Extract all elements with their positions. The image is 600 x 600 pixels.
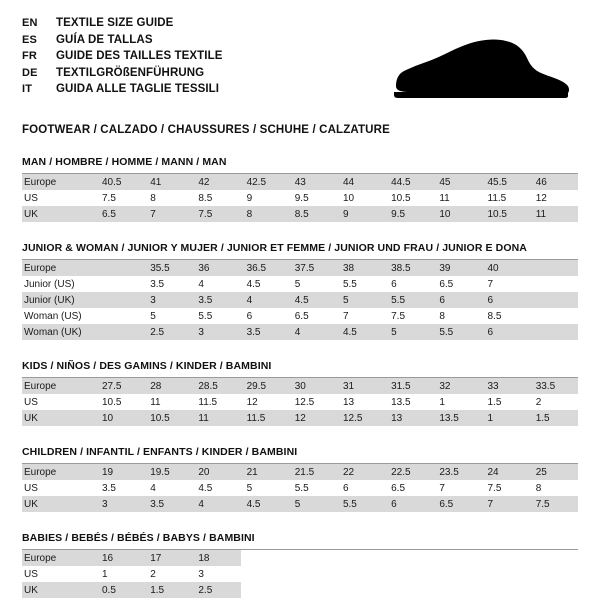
cell-empty bbox=[530, 550, 578, 566]
page-header bbox=[22, 16, 578, 108]
cell-empty bbox=[385, 550, 433, 566]
table-row bbox=[22, 190, 578, 206]
cell: 11.5 bbox=[241, 410, 289, 426]
cell: 3.5 bbox=[144, 276, 192, 292]
cell-empty bbox=[337, 566, 385, 582]
cell: 5 bbox=[337, 292, 385, 308]
cell-empty bbox=[241, 566, 289, 582]
table-row bbox=[22, 410, 578, 426]
cell: 6 bbox=[482, 292, 530, 308]
cell: 5.5 bbox=[433, 324, 481, 340]
row-label: UK bbox=[22, 582, 96, 598]
cell: 1.5 bbox=[144, 582, 192, 598]
cell: 3.5 bbox=[192, 292, 240, 308]
cell-empty bbox=[482, 566, 530, 582]
table-row bbox=[22, 394, 578, 410]
cell: 6.5 bbox=[289, 308, 337, 324]
cell-empty bbox=[385, 582, 433, 598]
cell: 12.5 bbox=[289, 394, 337, 410]
cell: 19.5 bbox=[144, 464, 192, 480]
cell: 38 bbox=[337, 260, 385, 276]
table-row bbox=[22, 582, 578, 598]
cell: 6 bbox=[337, 480, 385, 496]
cell: 10.5 bbox=[482, 206, 530, 222]
cell: 10 bbox=[96, 410, 144, 426]
table-row bbox=[22, 276, 578, 292]
section-title: KIDS / NIÑOS / DES GAMINS / KINDER / BAMBINI bbox=[22, 360, 578, 378]
cell: 7 bbox=[337, 308, 385, 324]
cell-empty bbox=[433, 550, 481, 566]
cell-empty bbox=[530, 566, 578, 582]
cell: 4 bbox=[241, 292, 289, 308]
table-row bbox=[22, 260, 578, 276]
cell: 45 bbox=[433, 174, 481, 190]
row-label: US bbox=[22, 566, 96, 582]
cell: 8 bbox=[144, 190, 192, 206]
cell: 44.5 bbox=[385, 174, 433, 190]
table-row bbox=[22, 566, 578, 582]
cell: 0.5 bbox=[96, 582, 144, 598]
language-title: GUIDE DES TAILLES TEXTILE bbox=[56, 50, 223, 62]
cell: 7.5 bbox=[482, 480, 530, 496]
size-table-man bbox=[22, 174, 578, 222]
language-code: FR bbox=[22, 50, 38, 62]
cell: 1 bbox=[433, 394, 481, 410]
cell-empty bbox=[289, 566, 337, 582]
cell: 31 bbox=[337, 378, 385, 394]
table-row bbox=[22, 324, 578, 340]
table-row bbox=[22, 292, 578, 308]
row-label: Woman (UK) bbox=[22, 324, 96, 340]
row-label: Europe bbox=[22, 378, 96, 394]
language-row bbox=[22, 82, 223, 98]
cell: 25 bbox=[530, 464, 578, 480]
cell: 8 bbox=[530, 480, 578, 496]
cell: 4.5 bbox=[192, 480, 240, 496]
cell: 3 bbox=[144, 292, 192, 308]
cell: 6 bbox=[385, 496, 433, 512]
language-row bbox=[22, 66, 223, 82]
cell: 13.5 bbox=[385, 394, 433, 410]
language-row bbox=[22, 49, 223, 65]
row-label: US bbox=[22, 480, 96, 496]
cell: 3.5 bbox=[241, 324, 289, 340]
cell-empty bbox=[289, 550, 337, 566]
cell: 40.5 bbox=[96, 174, 144, 190]
cell: 8.5 bbox=[482, 308, 530, 324]
cell: 9 bbox=[337, 206, 385, 222]
size-table-children bbox=[22, 464, 578, 512]
dress-shoe-icon bbox=[380, 30, 570, 108]
cell: 7.5 bbox=[385, 308, 433, 324]
cell bbox=[530, 292, 578, 308]
cell-empty bbox=[337, 550, 385, 566]
cell: 46 bbox=[530, 174, 578, 190]
row-label: Woman (US) bbox=[22, 308, 96, 324]
cell: 44 bbox=[337, 174, 385, 190]
section-man bbox=[22, 156, 578, 222]
section-kids bbox=[22, 360, 578, 426]
cell bbox=[96, 276, 144, 292]
cell: 30 bbox=[289, 378, 337, 394]
cell: 1 bbox=[96, 566, 144, 582]
cell: 24 bbox=[482, 464, 530, 480]
cell bbox=[530, 260, 578, 276]
language-code: EN bbox=[22, 17, 38, 29]
cell: 9.5 bbox=[289, 190, 337, 206]
cell: 5 bbox=[289, 496, 337, 512]
cell: 8 bbox=[241, 206, 289, 222]
language-title: TEXTILE SIZE GUIDE bbox=[56, 17, 174, 29]
cell: 3 bbox=[192, 566, 240, 582]
cell: 29.5 bbox=[241, 378, 289, 394]
cell: 2 bbox=[144, 566, 192, 582]
table-row bbox=[22, 550, 578, 566]
cell bbox=[530, 276, 578, 292]
cell: 10.5 bbox=[385, 190, 433, 206]
cell-empty bbox=[482, 582, 530, 598]
table-row bbox=[22, 378, 578, 394]
cell bbox=[96, 308, 144, 324]
cell: 33 bbox=[482, 378, 530, 394]
row-label: Junior (US) bbox=[22, 276, 96, 292]
cell: 9.5 bbox=[385, 206, 433, 222]
cell: 43 bbox=[289, 174, 337, 190]
size-table-babies bbox=[22, 550, 578, 598]
cell-empty bbox=[289, 582, 337, 598]
cell: 6.5 bbox=[433, 276, 481, 292]
cell: 7.5 bbox=[530, 496, 578, 512]
language-code: ES bbox=[22, 33, 38, 46]
cell: 4 bbox=[144, 480, 192, 496]
cell: 33.5 bbox=[530, 378, 578, 394]
row-label: Europe bbox=[22, 550, 96, 566]
cell-empty bbox=[337, 582, 385, 598]
page-title: FOOTWEAR / CALZADO / CHAUSSURES / SCHUHE / CALZATURE bbox=[22, 124, 390, 136]
cell: 5.5 bbox=[337, 496, 385, 512]
cell: 5 bbox=[289, 276, 337, 292]
cell: 10 bbox=[337, 190, 385, 206]
cell: 38.5 bbox=[385, 260, 433, 276]
cell: 10.5 bbox=[144, 410, 192, 426]
cell: 3.5 bbox=[144, 496, 192, 512]
cell: 12 bbox=[530, 190, 578, 206]
cell: 6 bbox=[241, 308, 289, 324]
row-label: Europe bbox=[22, 174, 96, 190]
language-row bbox=[22, 16, 223, 32]
cell: 27.5 bbox=[96, 378, 144, 394]
cell: 37.5 bbox=[289, 260, 337, 276]
cell: 4.5 bbox=[337, 324, 385, 340]
cell: 8.5 bbox=[192, 190, 240, 206]
cell: 21 bbox=[241, 464, 289, 480]
cell: 42.5 bbox=[241, 174, 289, 190]
cell: 4 bbox=[192, 276, 240, 292]
section-junior-woman bbox=[22, 242, 578, 340]
cell-empty bbox=[241, 550, 289, 566]
cell: 2.5 bbox=[192, 582, 240, 598]
cell: 12.5 bbox=[337, 410, 385, 426]
cell: 13.5 bbox=[433, 410, 481, 426]
table-row bbox=[22, 480, 578, 496]
cell-empty bbox=[530, 582, 578, 598]
cell: 41 bbox=[144, 174, 192, 190]
row-label: UK bbox=[22, 206, 96, 222]
cell: 8.5 bbox=[289, 206, 337, 222]
cell: 4.5 bbox=[241, 496, 289, 512]
cell bbox=[96, 324, 144, 340]
cell bbox=[96, 260, 144, 276]
section-title: JUNIOR & WOMAN / JUNIOR Y MUJER / JUNIOR ET FEMME / JUNIOR UND FRAU / JUNIOR E DONA bbox=[22, 242, 578, 260]
cell: 19 bbox=[96, 464, 144, 480]
cell: 13 bbox=[337, 394, 385, 410]
cell: 36.5 bbox=[241, 260, 289, 276]
table-row bbox=[22, 464, 578, 480]
cell bbox=[96, 292, 144, 308]
section-children bbox=[22, 446, 578, 512]
cell: 7.5 bbox=[192, 206, 240, 222]
cell: 23.5 bbox=[433, 464, 481, 480]
cell: 4 bbox=[192, 496, 240, 512]
cell: 7 bbox=[482, 496, 530, 512]
row-label: US bbox=[22, 394, 96, 410]
table-row bbox=[22, 496, 578, 512]
cell: 11 bbox=[144, 394, 192, 410]
row-label: Junior (UK) bbox=[22, 292, 96, 308]
cell: 4 bbox=[289, 324, 337, 340]
cell: 12 bbox=[289, 410, 337, 426]
cell-empty bbox=[482, 550, 530, 566]
cell: 4.5 bbox=[241, 276, 289, 292]
cell: 17 bbox=[144, 550, 192, 566]
cell-empty bbox=[433, 566, 481, 582]
row-label: Europe bbox=[22, 464, 96, 480]
cell: 6 bbox=[385, 276, 433, 292]
cell: 39 bbox=[433, 260, 481, 276]
cell: 6.5 bbox=[433, 496, 481, 512]
cell: 6.5 bbox=[385, 480, 433, 496]
cell: 31.5 bbox=[385, 378, 433, 394]
table-row bbox=[22, 206, 578, 222]
table-row bbox=[22, 174, 578, 190]
cell: 6 bbox=[433, 292, 481, 308]
cell: 7 bbox=[482, 276, 530, 292]
section-babies bbox=[22, 532, 578, 598]
cell-empty bbox=[433, 582, 481, 598]
cell: 5.5 bbox=[289, 480, 337, 496]
cell: 22 bbox=[337, 464, 385, 480]
cell: 35.5 bbox=[144, 260, 192, 276]
cell-empty bbox=[241, 582, 289, 598]
cell: 18 bbox=[192, 550, 240, 566]
language-title: TEXTILGRÖßENFÜHRUNG bbox=[56, 66, 205, 79]
cell: 45.5 bbox=[482, 174, 530, 190]
language-row bbox=[22, 33, 223, 49]
cell: 20 bbox=[192, 464, 240, 480]
cell: 5 bbox=[241, 480, 289, 496]
cell: 5.5 bbox=[192, 308, 240, 324]
table-row bbox=[22, 308, 578, 324]
cell: 2 bbox=[530, 394, 578, 410]
cell: 5.5 bbox=[385, 292, 433, 308]
cell: 7 bbox=[144, 206, 192, 222]
section-title: BABIES / BEBÉS / BÉBÉS / BABYS / BAMBINI bbox=[22, 532, 578, 550]
cell: 42 bbox=[192, 174, 240, 190]
cell: 16 bbox=[96, 550, 144, 566]
cell: 7.5 bbox=[96, 190, 144, 206]
cell: 12 bbox=[241, 394, 289, 410]
cell: 40 bbox=[482, 260, 530, 276]
cell: 22.5 bbox=[385, 464, 433, 480]
cell: 11.5 bbox=[482, 190, 530, 206]
cell: 13 bbox=[385, 410, 433, 426]
size-table-junior-woman bbox=[22, 260, 578, 340]
language-code: IT bbox=[22, 83, 33, 95]
cell: 21.5 bbox=[289, 464, 337, 480]
cell: 5 bbox=[385, 324, 433, 340]
language-title: GUÍA DE TALLAS bbox=[56, 33, 153, 46]
cell: 2.5 bbox=[144, 324, 192, 340]
cell: 11 bbox=[433, 190, 481, 206]
cell: 8 bbox=[433, 308, 481, 324]
row-label: UK bbox=[22, 410, 96, 426]
size-table-kids bbox=[22, 378, 578, 426]
cell: 5 bbox=[144, 308, 192, 324]
language-code: DE bbox=[22, 66, 38, 79]
cell: 1.5 bbox=[530, 410, 578, 426]
cell: 3 bbox=[192, 324, 240, 340]
cell bbox=[530, 308, 578, 324]
language-title-list bbox=[22, 16, 223, 99]
row-label: Europe bbox=[22, 260, 96, 276]
cell: 3 bbox=[96, 496, 144, 512]
cell: 7 bbox=[433, 480, 481, 496]
cell: 4.5 bbox=[289, 292, 337, 308]
section-title: MAN / HOMBRE / HOMME / MANN / MAN bbox=[22, 156, 578, 174]
cell: 32 bbox=[433, 378, 481, 394]
row-label: US bbox=[22, 190, 96, 206]
cell: 5.5 bbox=[337, 276, 385, 292]
cell: 6.5 bbox=[96, 206, 144, 222]
cell bbox=[530, 324, 578, 340]
cell: 28 bbox=[144, 378, 192, 394]
cell-empty bbox=[385, 566, 433, 582]
cell: 6 bbox=[482, 324, 530, 340]
cell: 28.5 bbox=[192, 378, 240, 394]
cell: 10 bbox=[433, 206, 481, 222]
language-title: GUIDA ALLE TAGLIE TESSILI bbox=[56, 83, 220, 95]
cell: 11.5 bbox=[192, 394, 240, 410]
cell: 10.5 bbox=[96, 394, 144, 410]
cell: 36 bbox=[192, 260, 240, 276]
cell: 1.5 bbox=[482, 394, 530, 410]
cell: 1 bbox=[482, 410, 530, 426]
cell: 11 bbox=[192, 410, 240, 426]
cell: 11 bbox=[530, 206, 578, 222]
cell: 3.5 bbox=[96, 480, 144, 496]
cell: 9 bbox=[241, 190, 289, 206]
section-title: CHILDREN / INFANTIL / ENFANTS / KINDER / BAMBINI bbox=[22, 446, 578, 464]
row-label: UK bbox=[22, 496, 96, 512]
